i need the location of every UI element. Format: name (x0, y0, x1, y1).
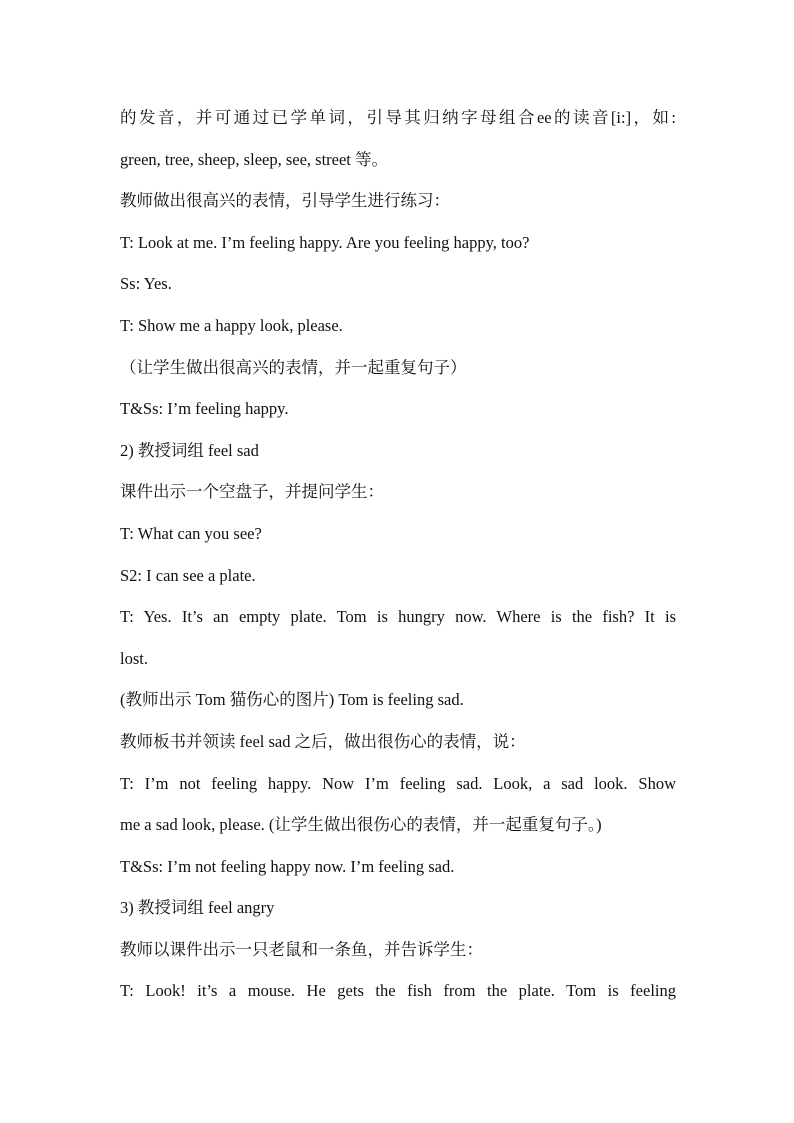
dialogue-line: T&Ss: I’m feeling happy. (120, 399, 289, 419)
dialogue-line: Ss: Yes. (120, 274, 172, 294)
text-line: 课件出示一个空盘子，并提问学生： (120, 482, 384, 502)
section-heading: 3) 教授词组 feel angry (120, 898, 275, 918)
dialogue-line: T: Look at me. I’m feeling happy. Are you feeling happy, too? (120, 232, 530, 252)
dialogue-line: T: Show me a happy look, please. (120, 315, 343, 335)
dialogue-line: T&Ss: I’m not feeling happy now. I’m feeling sad. (120, 856, 455, 876)
dialogue-line: lost. (120, 648, 148, 668)
instruction-note: （让学生做出很高兴的表情，并一起重复句子） (120, 357, 467, 377)
dialogue-line: T: Yes. It’s an empty plate. Tom is hungry now. Where is the fish? It is (120, 607, 676, 627)
section-heading: 2) 教授词组 feel sad (120, 440, 259, 460)
text-line: 教师板书并领读 feel sad 之后，做出很伤心的表情，说： (120, 731, 526, 751)
text-line: 教师做出很高兴的表情，引导学生进行练习： (120, 191, 450, 211)
dialogue-line: T: What can you see? (120, 523, 262, 543)
text-line: (教师出示 Tom 猫伤心的图片) Tom is feeling sad. (120, 690, 464, 710)
dialogue-line: T: Look! it’s a mouse. He gets the fish from the plate. Tom is feeling (120, 981, 676, 1001)
dialogue-line: me a sad look, please. (让学生做出很伤心的表情，并一起重复句子。) (120, 815, 602, 835)
text-line: 的发音，并可通过已学单词，引导其归纳字母组合ee的读音[i:]，如: (120, 108, 676, 127)
dialogue-line: S2: I can see a plate. (120, 565, 256, 585)
dialogue-line: T: I’m not feeling happy. Now I’m feeling sad. Look, a sad look. Show (120, 773, 676, 793)
text-line: 教师以课件出示一只老鼠和一条鱼，并告诉学生： (120, 939, 483, 959)
document-body (120, 101, 676, 1016)
text-line: green, tree, sheep, sleep, see, street 等。 (120, 149, 389, 169)
